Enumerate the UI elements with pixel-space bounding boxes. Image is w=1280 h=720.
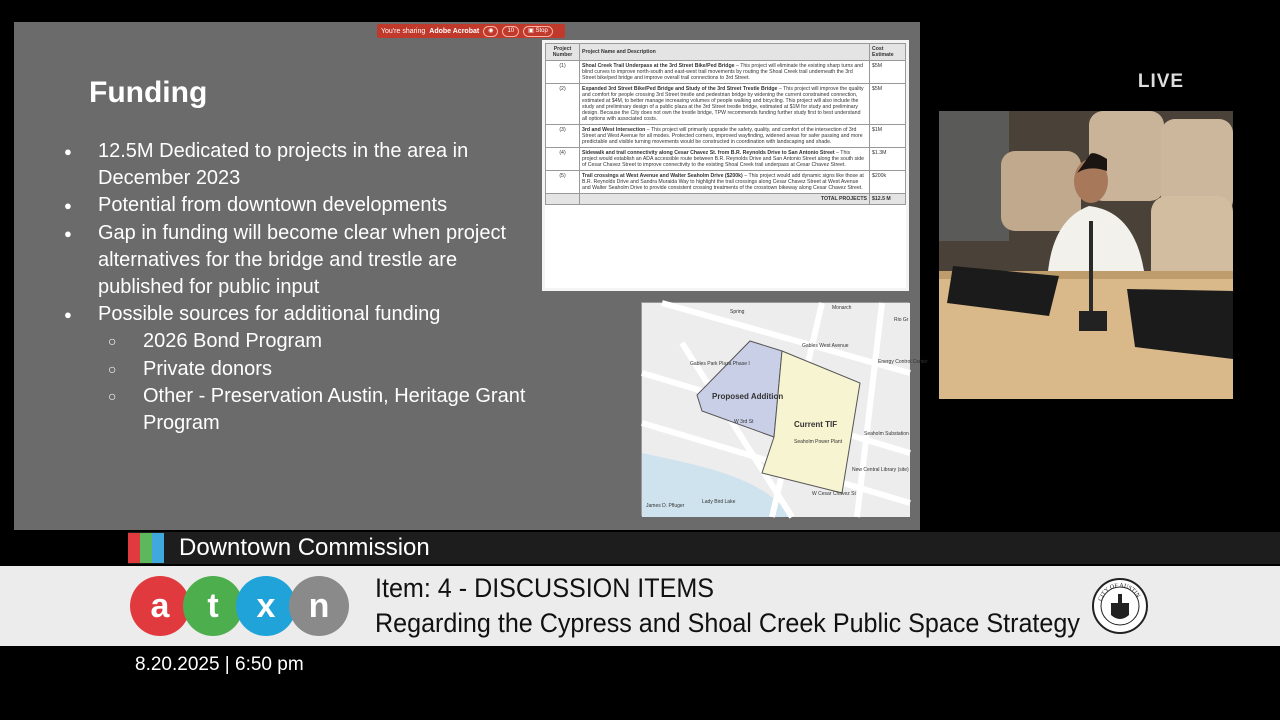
header-project-name: Project Name and Description	[580, 44, 870, 61]
project-title: 3rd and West Intersection	[582, 127, 646, 133]
map-label-spring: Spring	[730, 309, 745, 315]
table-row	[546, 148, 906, 171]
table-row	[546, 171, 906, 194]
project-title: Shoal Creek Trail Underpass at the 3rd Street Bike/Ped Bridge	[582, 63, 735, 69]
project-desc-text: – This project will eliminate the existing sharp turns and blind curves to improve north-south and east-west trail movements by routing the Shoal Creek trail underneath the 3rd Street bike/ped bridge and improve overall trail connections to 3rd Street.	[582, 63, 864, 81]
bullet-item: ● Potential from downtown developments	[62, 192, 532, 219]
bullet-list	[62, 138, 532, 437]
map-label-current-tif: Current TIF	[794, 420, 838, 429]
share-pages-button[interactable]: 10	[502, 26, 519, 37]
header-project-number: Project Number	[546, 44, 580, 61]
color-stripes	[128, 533, 164, 563]
table-header-row	[546, 44, 906, 61]
sub-bullet-item: ○ 2026 Bond Program	[62, 328, 532, 355]
map-label-central-library: New Central Library (site)	[852, 467, 909, 473]
map-label-seaholm-power: Seaholm Power Plant	[794, 439, 843, 445]
header-cost-estimate: Cost Estimate	[870, 44, 906, 61]
project-title: Sidewalk and trail connectivity along Cesar Chavez St. from B.R. Reynolds Drive to San Antonio Street	[582, 150, 835, 156]
project-table	[545, 43, 906, 205]
project-number: (5)	[546, 171, 580, 194]
sub-bullet-item: ○ Other - Preservation Austin, Heritage Grant Program	[62, 383, 532, 437]
color-stripe	[140, 533, 152, 563]
project-cost: $5M	[870, 84, 906, 125]
project-title: Trail crossings at West Avenue and Walter Seaholm Drive ($200k)	[582, 173, 743, 179]
sub-bullet-item: ○ Private donors	[62, 356, 532, 383]
logo-letter-n: n	[289, 576, 349, 636]
map-label-proposed-addition: Proposed Addition	[712, 392, 784, 401]
map-label-gables-west: Gables West Avenue	[802, 343, 849, 349]
atxn-logo	[130, 576, 342, 636]
logo-letter-x: x	[236, 576, 296, 636]
microphone	[1089, 221, 1093, 316]
map-label-w-3rd: W 3rd St	[734, 419, 754, 425]
stop-share-button[interactable]: ▣ Stop	[523, 26, 553, 37]
project-cost: $1M	[870, 125, 906, 148]
project-desc-text: – This project would establish an ADA accessible route between B.R. Reynolds Drive and San Antonio Street along the south side of Cesar Chavez Street to improve connectivity to the existing Shoal Creek trail underpass at Cesar Chavez Street.	[582, 150, 865, 168]
share-settings-icon[interactable]: ◉	[483, 26, 498, 37]
speaker-video-frame	[939, 111, 1233, 399]
project-number: (1)	[546, 61, 580, 84]
commission-name-bar	[128, 532, 1280, 564]
live-badge: LIVE	[1128, 70, 1194, 94]
share-app-name: Adobe Acrobat	[429, 27, 480, 35]
agenda-item-title: Item: 4 - DISCUSSION ITEMS	[375, 573, 715, 603]
table-total-row	[546, 194, 906, 205]
bullet-item: ● Possible sources for additional funding	[62, 301, 532, 328]
table-row	[546, 125, 906, 148]
project-cost: $1.3M	[870, 148, 906, 171]
stop-label: Stop	[535, 27, 548, 34]
district-map-image	[641, 302, 928, 516]
map-label-rio-grande: Rio Gr	[894, 317, 909, 323]
total-value: $12.5 M	[870, 194, 906, 205]
map-label-james-pfluger: James D. Pfluger	[646, 503, 685, 509]
project-desc-text: – This project would add dynamic signs like those at B.R. Reynolds Drive and Sandra Muraida Way to highlight the trail crossings along Cesar Chavez Street at West Avenue and Walter Seaholm Drive to provide consistent crossing treatments of the crosstown bikeway along Cesar Chavez Street.	[582, 173, 864, 191]
project-number: (2)	[546, 84, 580, 125]
logo-letter-t: t	[183, 576, 243, 636]
map-label-energy-control: Energy Control Center	[878, 359, 928, 365]
share-prefix: You're sharing	[381, 27, 426, 35]
project-description	[580, 171, 870, 194]
screen-share-bar	[377, 24, 565, 38]
project-description	[580, 148, 870, 171]
project-cost: $5M	[870, 61, 906, 84]
bullet-item: ● Gap in funding will become clear when project alternatives for the bridge and trestle are published for public input	[62, 220, 532, 302]
city-of-austin-seal	[1091, 577, 1149, 635]
project-desc-text: – This project will primarily upgrade the safety, quality, and comfort of the intersection of 3rd Street and West Avenue for all modes. Protected corners, improved wayfinding, widened areas for safer passing and more predictable and visible turning movements would be constructed in coordination with landscaping and shade.	[582, 127, 863, 145]
bullet-item: ● 12.5M Dedicated to projects in the area in December 2023	[62, 138, 532, 192]
project-desc-text: – This project will improve the quality and comfort for people crossing 3rd Street trestle and pedestrian bridge by widening the current constrained connection, estimated at $4M, to better manage increasing volumes of people walking and bicycling. This project will also include the study and preliminary design of a public plaza at the 3rd Street trestle bridge, estimated at $1M for study and preliminary design. Because the City does not own the trestle bridge, TPW recommends funding further study first to best understand all options with associated costs.	[582, 86, 864, 122]
agenda-item-subtitle: Regarding the Cypress and Shoal Creek Public Space Strategy	[375, 608, 1080, 638]
project-description	[580, 84, 870, 125]
color-stripe	[152, 533, 164, 563]
total-label: TOTAL PROJECTS	[580, 194, 870, 205]
table-row	[546, 84, 906, 125]
project-description	[580, 61, 870, 84]
project-number: (4)	[546, 148, 580, 171]
color-stripe	[128, 533, 140, 563]
logo-letter-a: a	[130, 576, 190, 636]
camera-feed	[939, 111, 1233, 399]
project-cost: $200k	[870, 171, 906, 194]
slide-title: Funding	[89, 76, 208, 109]
seal-text: CITY OF AUSTIN	[1097, 582, 1141, 602]
project-number: (3)	[546, 125, 580, 148]
project-title: Expanded 3rd Street Bike/Ped Bridge and Study of the 3rd Street Trestle Bridge	[582, 86, 778, 92]
broadcast-timestamp: 8.20.2025 | 6:50 pm	[135, 654, 304, 675]
map-label-cesar-chavez: W Cesar Chavez St	[812, 491, 856, 497]
map-label-lady-bird-lake: Lady Bird Lake	[702, 499, 736, 505]
table-row	[546, 61, 906, 84]
timestamp-bar	[0, 646, 1280, 720]
map-label-seaholm-substation: Seaholm Substation	[864, 431, 909, 437]
agenda-item-bar	[0, 566, 1280, 646]
map-label-monarch: Monarch	[832, 305, 852, 311]
commission-name: Downtown Commission	[179, 534, 430, 561]
project-table-image	[542, 40, 909, 291]
project-description	[580, 125, 870, 148]
map-label-gables-park-plaza: Gables Park Plaza Phase I	[690, 361, 750, 367]
district-map	[642, 303, 928, 517]
